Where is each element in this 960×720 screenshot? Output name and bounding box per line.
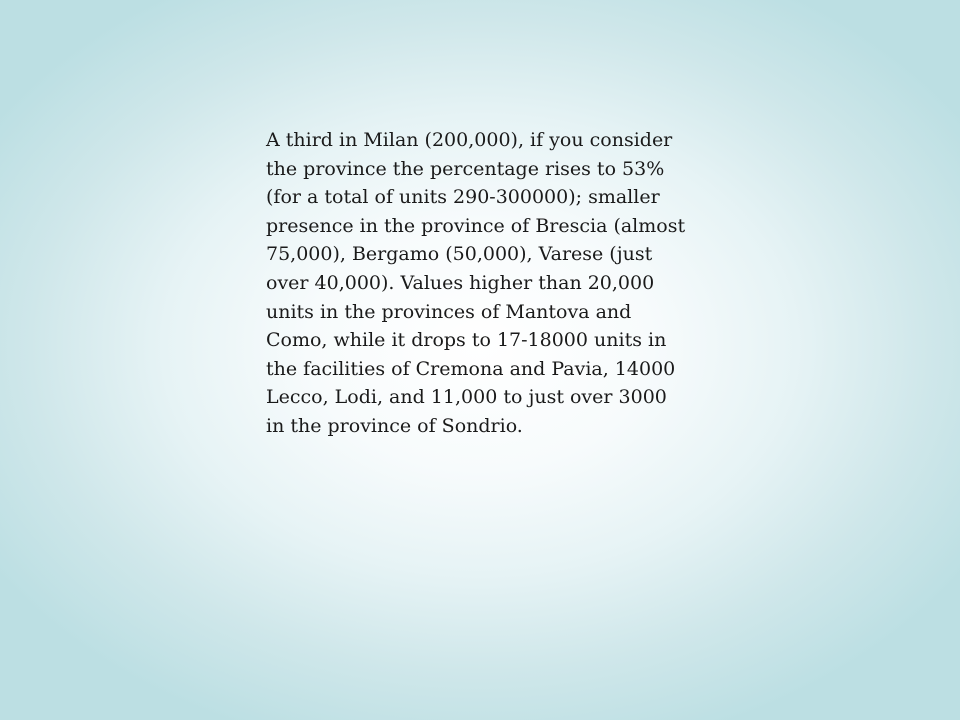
slide-body-text: A third in Milan (200,000), if you consider the province the percentage rises to 53% (for a total of units 290-300000); smaller presence in the province of Brescia (almost 75,000), Bergamo (50,000), Varese (just over 40,000). Values higher than 20,000 units in the provinces of Mantova and Como, while it drops to 17-18000 units in the facilities of Cremona and Pavia, 14000 Lecco, Lodi, and 11,000 to just over 3000 in the province of Sondrio. [266, 129, 686, 437]
